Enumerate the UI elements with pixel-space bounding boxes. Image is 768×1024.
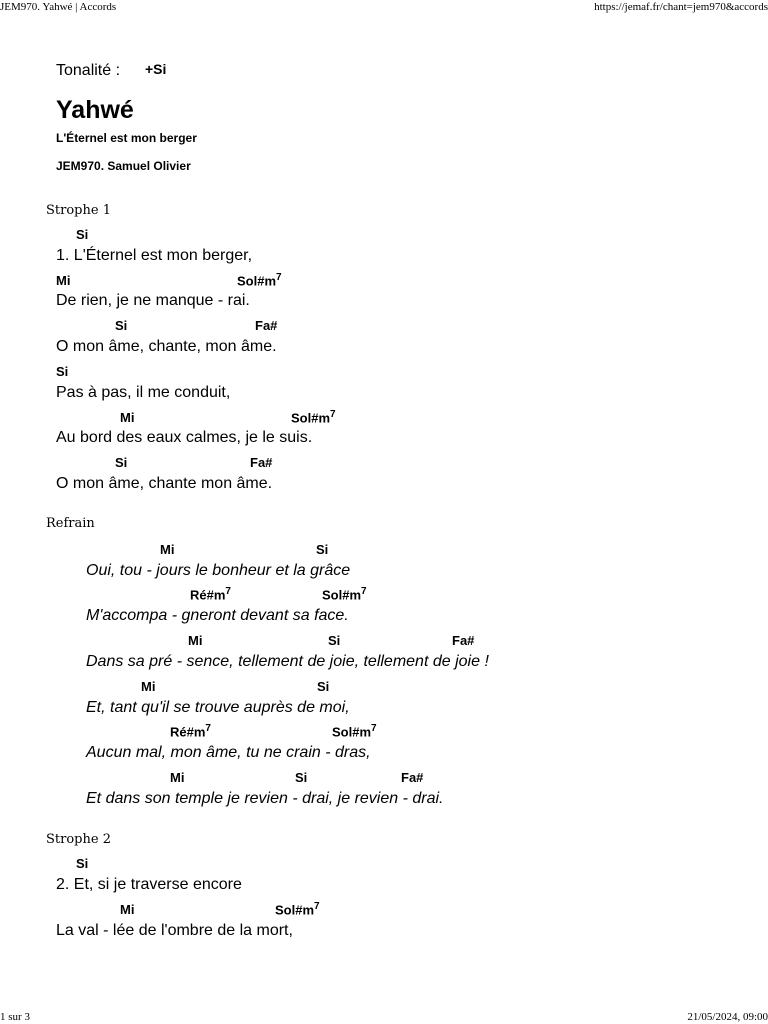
print-datetime: 21/05/2024, 09:00 (687, 1011, 768, 1023)
lyric-line: Pas à pas, il me conduit, (56, 384, 231, 401)
chord: Fa# (401, 770, 424, 785)
lyric-line: O mon âme, chante, mon âme. (56, 338, 277, 355)
lyric-line: O mon âme, chante mon âme. (56, 475, 273, 492)
song-reference: JEM970. Samuel Olivier (56, 159, 191, 173)
chord: Mi (120, 410, 135, 425)
chord: $Sol\#m^7$ (237, 272, 282, 289)
lyric-line: Et dans son temple je revien - drai, je revien - drai. (86, 790, 444, 807)
chord: Si (316, 542, 329, 557)
chord: Mi (170, 770, 185, 785)
chord: Mi (160, 542, 175, 557)
chord: Si (328, 633, 341, 648)
chord: $Sol\#m^7$ (322, 586, 367, 603)
chord: Mi (141, 679, 156, 694)
print-header-url: https://jemaf.fr/chant=jem970&accords (594, 1, 768, 13)
lyric-line: M'accompa - gneront devant sa face. (86, 607, 349, 624)
chord: Si (56, 364, 69, 379)
chord: Mi (188, 633, 203, 648)
chord: $Sol\#m^7$ (291, 409, 336, 426)
chord: Si (295, 770, 308, 785)
chord: $Ré\#m^7$ (190, 586, 231, 603)
chord: Si (115, 455, 128, 470)
lyric-line: La val - lée de l'ombre de la mort, (56, 922, 293, 939)
key-value: +Si (145, 61, 167, 77)
song-title: Yahwé (56, 96, 134, 124)
lyric-line: Aucun mal, mon âme, tu ne crain - dras, (86, 744, 371, 761)
chord: $Sol\#m^7$ (275, 901, 320, 918)
chord: Si (317, 679, 330, 694)
key-label: Tonalité : (56, 62, 121, 79)
song-subtitle: L'Éternel est mon berger (56, 131, 197, 145)
lyric-line: Dans sa pré - sence, tellement de joie, tellement de joie ! (86, 653, 489, 670)
chord: Fa# (255, 318, 278, 333)
chord: Fa# (452, 633, 475, 648)
chord: Si (115, 318, 128, 333)
print-page-counter: 1 sur 3 (0, 1011, 30, 1023)
chord: Mi (56, 273, 71, 288)
chord: Fa# (250, 455, 273, 470)
lyric-line: Au bord des eaux calmes, je le suis. (56, 429, 313, 446)
lyric-line: De rien, je ne manque - rai. (56, 292, 250, 309)
lyric-line: Oui, tou - jours le bonheur et la grâce (86, 562, 351, 579)
chord: Si (76, 227, 89, 242)
chord: $Sol\#m^7$ (332, 723, 377, 740)
section-label-strophe-2: Strophe 2 (46, 832, 111, 847)
chord: $Ré\#m^7$ (170, 723, 211, 740)
lyric-line: 2. Et, si je traverse encore (56, 876, 242, 893)
lyric-line: Et, tant qu'il se trouve auprès de moi, (86, 699, 350, 716)
section-label-refrain: Refrain (46, 516, 95, 531)
chord: Mi (120, 902, 135, 917)
chord: Si (76, 856, 89, 871)
section-label-strophe-1: Strophe 1 (46, 203, 111, 218)
print-header-title: JEM970. Yahwé | Accords (0, 1, 117, 13)
lyric-line: 1. L'Éternel est mon berger, (56, 247, 253, 264)
